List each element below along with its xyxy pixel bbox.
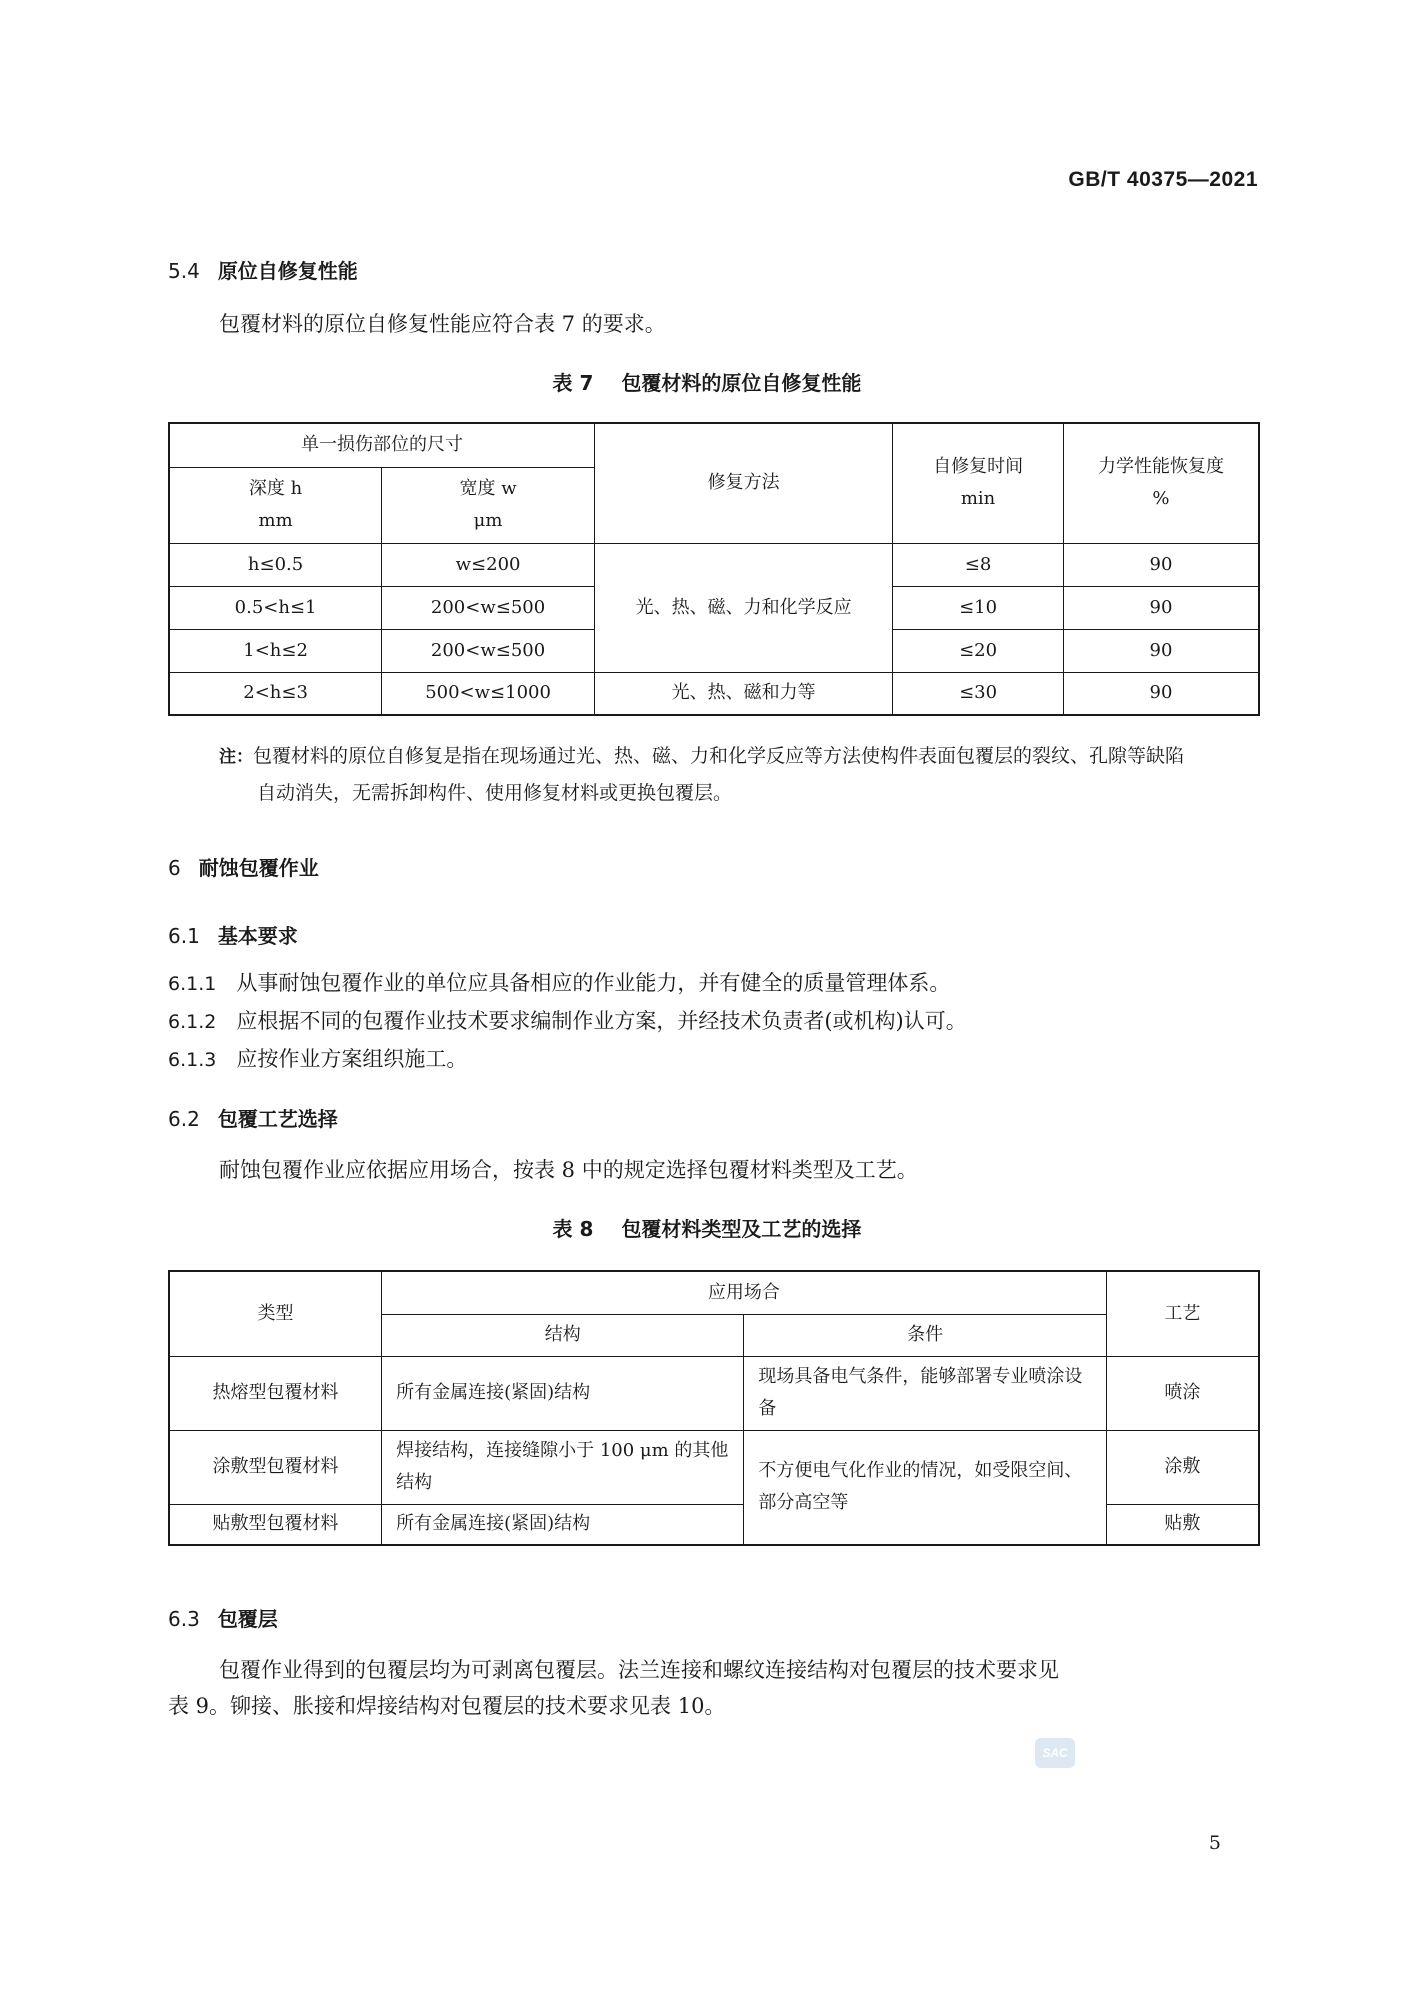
table7-header-width-label: 宽度 w — [459, 478, 517, 499]
sac-watermark-logo: SAC — [1035, 1738, 1075, 1768]
table7-header-time — [893, 423, 1064, 543]
section-title: 包覆工艺选择 — [217, 1107, 338, 1131]
clause-6-1-2 — [168, 1002, 967, 1040]
table8-cell-type: 涂敷型包覆材料 — [169, 1430, 382, 1504]
table8-cell-type: 热熔型包覆材料 — [169, 1356, 382, 1430]
table7-header-size-group: 单一损伤部位的尺寸 — [169, 423, 594, 467]
section-number: 6.2 — [168, 1107, 200, 1131]
table7-header-recovery-unit: % — [1152, 488, 1170, 510]
table8-cell-structure: 所有金属连接(紧固)结构 — [382, 1356, 744, 1430]
table7-header-time-label: 自修复时间 — [933, 456, 1024, 478]
table7-cell-depth: 2<h≤3 — [169, 672, 382, 715]
section-title: 耐蚀包覆作业 — [198, 856, 319, 880]
table7-cell-width: 200<w≤500 — [382, 629, 595, 672]
section-6-3-heading — [168, 1603, 278, 1632]
clause-number: 6.1.1 — [168, 973, 217, 995]
table8-header-structure: 结构 — [382, 1314, 744, 1356]
table-row — [169, 1356, 1259, 1430]
clause-number: 6.1.2 — [168, 1011, 217, 1033]
section-number: 6 — [168, 856, 181, 880]
standard-number: GB/T 40375—2021 — [1068, 168, 1258, 191]
table7-cell-width: w≤200 — [382, 543, 595, 586]
table7-cell-method-a: 光、热、磁、力和化学反应 — [594, 543, 892, 672]
table7-cell-depth: 0.5<h≤1 — [169, 586, 382, 629]
table7-header-recovery — [1063, 423, 1259, 543]
paragraph-line-2: 表 9。铆接、胀接和焊接结构对包覆层的技术要求见表 10。 — [168, 1694, 726, 1718]
table7-note — [219, 738, 1184, 811]
section-number: 6.3 — [168, 1607, 200, 1631]
table8-cell-process: 喷涂 — [1106, 1356, 1259, 1430]
note-line-2: 自动消失，无需拆卸构件、使用修复材料或更换包覆层。 — [257, 782, 733, 804]
page-number: 5 — [1208, 1832, 1221, 1854]
table8-header-application: 应用场合 — [382, 1271, 1107, 1314]
section-6-1-heading — [168, 920, 298, 949]
section-title: 原位自修复性能 — [217, 259, 358, 283]
note-line-1: 包覆材料的原位自修复是指在现场通过光、热、磁、力和化学反应等方法使构件表面包覆层的裂纹、孔隙等缺陷 — [253, 745, 1185, 767]
table7-cell-depth: 1<h≤2 — [169, 629, 382, 672]
clause-number: 6.1.3 — [168, 1049, 217, 1071]
section-title: 包覆层 — [217, 1607, 278, 1631]
table7-cell-method-b: 光、热、磁和力等 — [594, 672, 892, 715]
table-row — [169, 1430, 1259, 1504]
table8-header-process: 工艺 — [1106, 1271, 1259, 1356]
table8-cell-condition: 不方便电气化作业的情况，如受限空间、部分高空等 — [744, 1430, 1106, 1545]
table7-cell-time: ≤8 — [893, 543, 1064, 586]
clause-6-1-3 — [168, 1040, 967, 1078]
table8-caption — [0, 1213, 1414, 1242]
section-6-2-paragraph: 耐蚀包覆作业应依据应用场合，按表 8 中的规定选择包覆材料类型及工艺。 — [219, 1158, 918, 1182]
table7-cell-time: ≤10 — [893, 586, 1064, 629]
table7-header-time-unit: min — [960, 488, 996, 510]
paragraph-line-1: 包覆作业得到的包覆层均为可剥离包覆层。法兰连接和螺纹连接结构对包覆层的技术要求见 — [219, 1658, 1059, 1682]
table7-cell-time: ≤30 — [893, 672, 1064, 715]
table8-title: 包覆材料类型及工艺的选择 — [621, 1217, 862, 1241]
section-title: 基本要求 — [217, 924, 298, 948]
clause-text: 从事耐蚀包覆作业的单位应具备相应的作业能力，并有健全的质量管理体系。 — [236, 971, 951, 995]
table7-caption — [0, 367, 1414, 396]
table7-number: 表 7 — [552, 371, 594, 395]
table7-cell-recovery: 90 — [1063, 629, 1259, 672]
note-label: 注： — [219, 747, 253, 767]
clause-6-1-1 — [168, 964, 967, 1002]
section-6-3-paragraph — [168, 1652, 1260, 1724]
table7 — [168, 422, 1260, 716]
section-6-heading — [168, 852, 319, 881]
section-5-4-heading — [168, 255, 358, 284]
table7-header-recovery-label: 力学性能恢复度 — [1097, 456, 1224, 478]
table7-header-depth — [169, 467, 382, 543]
table7-header-method: 修复方法 — [594, 423, 892, 543]
table8-cell-structure: 所有金属连接(紧固)结构 — [382, 1504, 744, 1545]
table7-cell-depth: h≤0.5 — [169, 543, 382, 586]
table8-header-type: 类型 — [169, 1271, 382, 1356]
section-5-4-paragraph: 包覆材料的原位自修复性能应符合表 7 的要求。 — [219, 312, 666, 336]
table7-cell-recovery: 90 — [1063, 543, 1259, 586]
section-number: 6.1 — [168, 924, 200, 948]
table7-header-depth-unit: mm — [258, 510, 293, 531]
table7-cell-width: 500<w≤1000 — [382, 672, 595, 715]
table7-cell-time: ≤20 — [893, 629, 1064, 672]
clause-text: 应根据不同的包覆作业技术要求编制作业方案，并经技术负责者(或机构)认可。 — [236, 1009, 967, 1033]
table8-header-condition: 条件 — [744, 1314, 1106, 1356]
section-6-2-heading — [168, 1103, 338, 1132]
table7-title: 包覆材料的原位自修复性能 — [621, 371, 862, 395]
table7-header-width-unit: μm — [473, 510, 503, 531]
clause-text: 应按作业方案组织施工。 — [236, 1047, 468, 1071]
table8-cell-condition: 现场具备电气条件，能够部署专业喷涂设备 — [744, 1356, 1106, 1430]
table7-cell-recovery: 90 — [1063, 672, 1259, 715]
table8-cell-type: 贴敷型包覆材料 — [169, 1504, 382, 1545]
table7-cell-recovery: 90 — [1063, 586, 1259, 629]
table7-cell-width: 200<w≤500 — [382, 586, 595, 629]
table-row — [169, 543, 1259, 586]
section-number: 5.4 — [168, 259, 200, 283]
table8-cell-structure: 焊接结构，连接缝隙小于 100 μm 的其他结构 — [382, 1430, 744, 1504]
table7-header-width — [382, 467, 595, 543]
table8-number: 表 8 — [552, 1217, 594, 1241]
table7-header-depth-label: 深度 h — [248, 478, 303, 499]
section-6-1-clauses — [168, 964, 967, 1078]
table8-cell-process: 贴敷 — [1106, 1504, 1259, 1545]
table-row — [169, 672, 1259, 715]
table8-cell-process: 涂敷 — [1106, 1430, 1259, 1504]
table8 — [168, 1270, 1260, 1546]
